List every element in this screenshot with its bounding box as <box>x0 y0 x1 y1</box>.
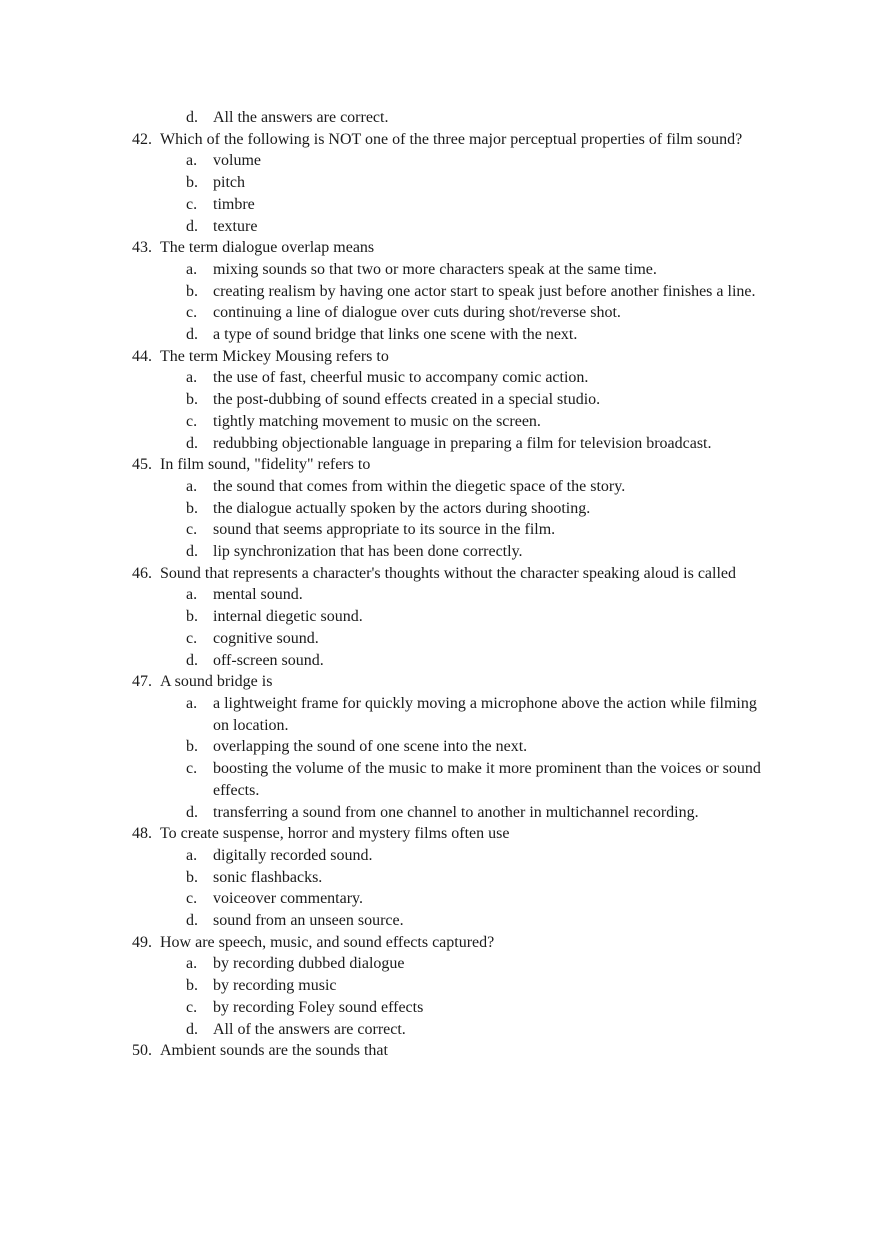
option-text: mixing sounds so that two or more characters speak at the same time. <box>213 260 657 278</box>
option-text: sound that seems appropriate to its source in the film. <box>213 521 556 539</box>
question-block <box>0 237 880 346</box>
answer-option <box>0 650 773 672</box>
question-number: 42. <box>132 130 152 148</box>
option-letter: d. <box>186 912 198 930</box>
option-text: pitch <box>213 174 245 192</box>
option-text: digitally recorded sound. <box>213 846 373 864</box>
option-text: transferring a sound from one channel to another in multichannel recording. <box>213 803 699 821</box>
answer-option <box>0 107 773 129</box>
question-number: 48. <box>132 825 152 843</box>
option-letter: a. <box>186 152 198 170</box>
question-text: To create suspense, horror and mystery films often use <box>160 825 510 843</box>
answer-option <box>0 411 773 433</box>
question-number: 49. <box>132 933 152 951</box>
option-text: tightly matching movement to music on the screen. <box>213 412 541 430</box>
question-stem <box>0 1040 760 1062</box>
option-letter: b. <box>186 282 198 300</box>
answer-option <box>0 367 773 389</box>
option-text: the sound that comes from within the diegetic space of the story. <box>213 477 626 495</box>
option-letter: d. <box>186 1020 198 1038</box>
answer-option <box>0 758 773 801</box>
question-block <box>0 454 880 563</box>
option-letter: a. <box>186 694 198 712</box>
answer-option <box>0 476 773 498</box>
answer-option <box>0 888 773 910</box>
option-text: the use of fast, cheerful music to accompany comic action. <box>213 369 589 387</box>
option-letter: b. <box>186 977 198 995</box>
answer-option <box>0 281 773 303</box>
question-text: Sound that represents a character's thoughts without the character speaking aloud is called <box>160 564 737 582</box>
answer-option <box>0 433 773 455</box>
question-block <box>0 823 880 932</box>
answer-option <box>0 997 773 1019</box>
option-letter: d. <box>186 543 198 561</box>
answer-option <box>0 498 773 520</box>
answer-option <box>0 628 773 650</box>
option-letter: a. <box>186 846 198 864</box>
answer-option <box>0 259 773 281</box>
option-letter: c. <box>186 998 198 1016</box>
question-list <box>0 129 880 1062</box>
option-text: by recording music <box>213 977 337 995</box>
option-text: sound from an unseen source. <box>213 912 404 930</box>
question-block <box>0 346 880 455</box>
option-letter: a. <box>186 477 198 495</box>
option-text: by recording dubbed dialogue <box>213 955 405 973</box>
option-text: texture <box>213 217 258 235</box>
question-number: 45. <box>132 456 152 474</box>
option-text: the dialogue actually spoken by the actors during shooting. <box>213 499 591 517</box>
question-stem <box>0 454 760 476</box>
question-block <box>0 671 880 823</box>
option-text: voiceover commentary. <box>213 890 364 908</box>
option-letter: d. <box>186 217 198 235</box>
answer-option <box>0 802 773 824</box>
question-number: 44. <box>132 347 152 365</box>
option-text: overlapping the sound of one scene into the next. <box>213 738 528 756</box>
question-stem <box>0 563 760 585</box>
question-text: In film sound, "fidelity" refers to <box>160 456 371 474</box>
option-letter: a. <box>186 369 198 387</box>
option-text: internal diegetic sound. <box>213 608 363 626</box>
question-number: 50. <box>132 1042 152 1060</box>
answer-option <box>0 216 773 238</box>
option-text: off-screen sound. <box>213 651 324 669</box>
answer-option <box>0 867 773 889</box>
option-letter: d. <box>186 651 198 669</box>
answer-option <box>0 845 773 867</box>
question-stem <box>0 237 760 259</box>
option-letter: d. <box>186 326 198 344</box>
answer-option <box>0 736 773 758</box>
option-letter: c. <box>186 629 198 647</box>
option-letter: a. <box>186 955 198 973</box>
answer-option <box>0 150 773 172</box>
option-text: All of the answers are correct. <box>213 1020 406 1038</box>
answer-option <box>0 194 773 216</box>
option-text: lip synchronization that has been done correctly. <box>213 543 523 561</box>
question-stem <box>0 823 760 845</box>
question-block <box>0 563 880 672</box>
document-page <box>0 107 880 1062</box>
option-letter: c. <box>186 521 198 539</box>
answer-option <box>0 172 773 194</box>
question-block <box>0 932 880 1041</box>
question-number: 47. <box>132 673 152 691</box>
question-text: Which of the following is NOT one of the three major perceptual properties of film sound? <box>160 130 743 148</box>
option-text: boosting the volume of the music to make it more prominent than the voices or sound effects. <box>213 760 761 799</box>
question-stem <box>0 932 760 954</box>
option-letter: d. <box>186 109 198 126</box>
question-block <box>0 129 880 238</box>
answer-option <box>0 975 773 997</box>
option-text: redubbing objectionable language in preparing a film for television broadcast. <box>213 434 712 452</box>
option-letter: b. <box>186 391 198 409</box>
question-stem <box>0 671 760 693</box>
answer-option <box>0 324 773 346</box>
option-text: a lightweight frame for quickly moving a microphone above the action while filming on location. <box>213 694 757 734</box>
answer-option <box>0 910 773 932</box>
option-letter: c. <box>186 195 198 213</box>
question-text: How are speech, music, and sound effects captured? <box>160 933 495 951</box>
question-block <box>0 1040 880 1062</box>
option-letter: b. <box>186 868 198 886</box>
answer-option <box>0 606 773 628</box>
answer-option <box>0 1019 773 1041</box>
option-letter: a. <box>186 260 198 278</box>
continued-options <box>0 107 880 129</box>
option-letter: d. <box>186 803 198 821</box>
question-number: 46. <box>132 564 152 582</box>
option-letter: b. <box>186 499 198 517</box>
option-text: mental sound. <box>213 586 303 604</box>
option-text: sonic flashbacks. <box>213 868 323 886</box>
option-text: a type of sound bridge that links one scene with the next. <box>213 326 578 344</box>
option-letter: b. <box>186 738 198 756</box>
question-stem <box>0 129 760 151</box>
option-letter: c. <box>186 304 198 322</box>
option-text: creating realism by having one actor start to speak just before another finishes a line. <box>213 282 756 300</box>
option-text: timbre <box>213 195 255 213</box>
option-text: continuing a line of dialogue over cuts during shot/reverse shot. <box>213 304 621 322</box>
option-text: All the answers are correct. <box>213 109 389 126</box>
answer-option <box>0 584 773 606</box>
answer-option <box>0 693 773 736</box>
answer-option <box>0 541 773 563</box>
option-letter: b. <box>186 608 198 626</box>
option-letter: b. <box>186 174 198 192</box>
option-letter: c. <box>186 412 198 430</box>
answer-option <box>0 519 773 541</box>
question-text: Ambient sounds are the sounds that <box>160 1042 388 1060</box>
answer-option <box>0 389 773 411</box>
answer-option <box>0 302 773 324</box>
answer-option <box>0 953 773 975</box>
option-letter: d. <box>186 434 198 452</box>
option-text: by recording Foley sound effects <box>213 998 424 1016</box>
question-number: 43. <box>132 239 152 257</box>
option-text: the post-dubbing of sound effects created in a special studio. <box>213 391 601 409</box>
question-text: The term Mickey Mousing refers to <box>160 347 389 365</box>
option-letter: a. <box>186 586 198 604</box>
option-letter: c. <box>186 890 198 908</box>
option-text: cognitive sound. <box>213 629 319 647</box>
option-letter: c. <box>186 760 198 778</box>
question-text: The term dialogue overlap means <box>160 239 375 257</box>
option-text: volume <box>213 152 261 170</box>
question-text: A sound bridge is <box>160 673 273 691</box>
question-stem <box>0 346 760 368</box>
